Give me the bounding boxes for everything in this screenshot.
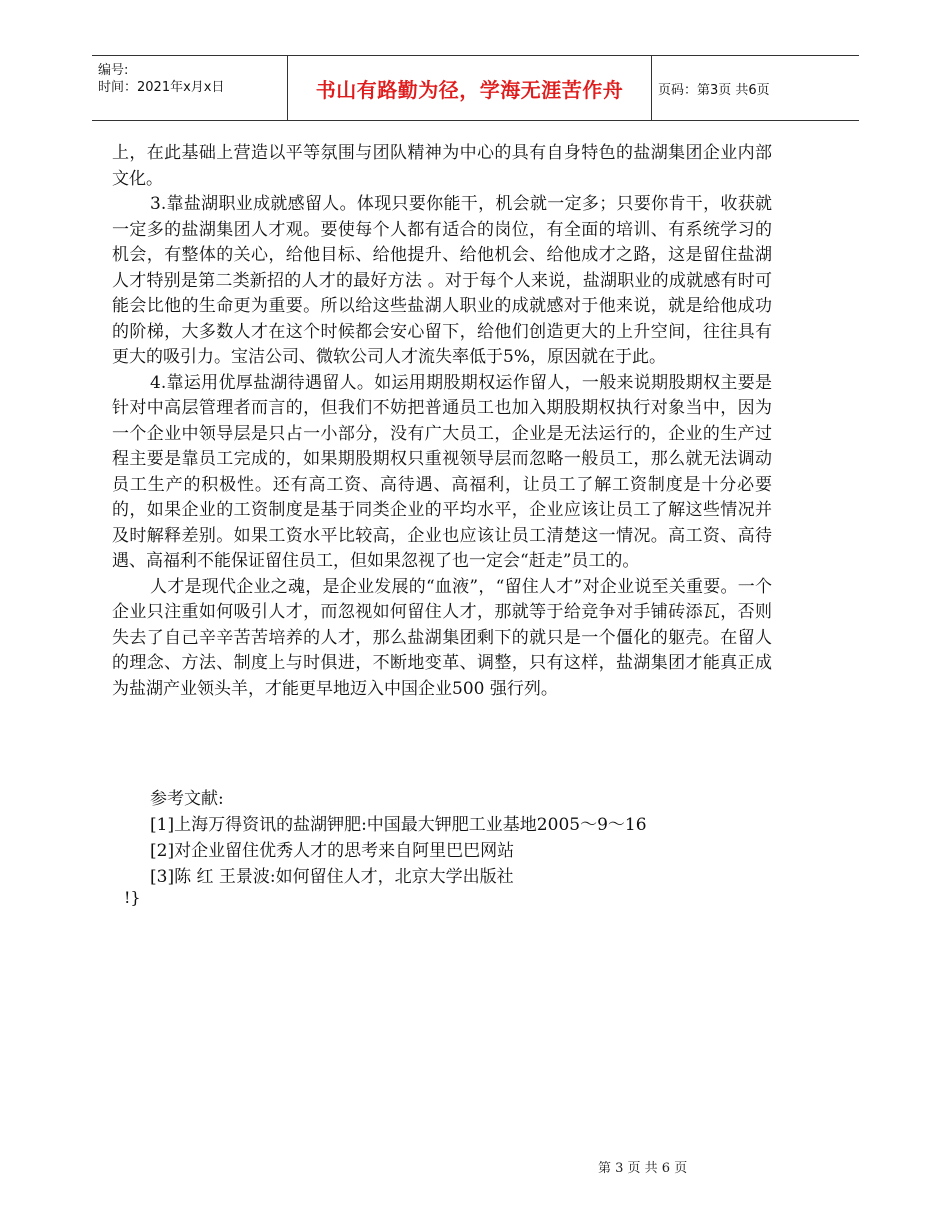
page-footer: 第 3 页 共 6 页 (598, 1161, 688, 1176)
tail-text: !} (124, 888, 141, 907)
paragraph-continued: 上，在此基础上营造以平等氛围与团队精神为中心的具有自身特色的盐湖集团企业内部文化。 (112, 143, 772, 189)
header-date-label: 时间：2021年x月x日 (98, 80, 225, 95)
paragraph-benefits: 4.靠运用优厚盐湖待遇留人。如运用期股期权运作留人，一般来说期股期权主要是针对中高层管理者而言的，但我们不妨把普通员工也加入期股期权执行对象当中，因为一个企业中领导层是只占一小部分，没有广大员工，企业是无法运行的，企业的生产过程主要是靠员工完成的，如果期股期权只重视领导层而忽略一般员工，那么就无法调动员工生产的积极性。还有高工资、高待遇、高福利，让员工了解工资制度是十分必要的，如果企业的工资制度是基于同类企业的平均水平，企业应该让员工了解这些情况并及时解释差别。如果工资水平比较高，企业也应该让员工清楚这一情况。高工资、高待遇、高福利不能保证留住员工，但如果忽视了也一定会“赶走”员工的。 (112, 372, 772, 571)
reference-item-2: [2]对企业留住优秀人才的思考来自阿里巴巴网站 (150, 841, 515, 861)
header-motto: 书山有路勤为径，学海无涯苦作舟 (287, 56, 652, 120)
header-page-info: 页码：第3页 共6页 (658, 82, 770, 98)
header-code-label: 编号: (98, 63, 129, 78)
references-title: 参考文献: (150, 789, 224, 809)
header-meta (98, 62, 224, 96)
page-header (92, 55, 859, 121)
references-section (150, 786, 790, 890)
paragraph-conclusion: 人才是现代企业之魂，是企业发展的“血液”，“留住人才”对企业说至关重要。一个企业只注重如何吸引人才，而忽视如何留住人才，那就等于给竞争对手铺砖添瓦，否则失去了自己辛辛苦苦培养的人才，那么盐湖集团剩下的就只是一个僵化的躯壳。在留人的理念、方法、制度上与时俱进，不断地变革、调整，只有这样，盐湖集团才能真正成为盐湖产业领头羊，才能更早地迈入中国企业500 强行列。 (112, 576, 772, 699)
reference-item-1: [1]上海万得资讯的盐湖钾肥:中国最大钾肥工业基地2005～9～16 (150, 815, 647, 835)
paragraph-career-achievement: 3.靠盐湖职业成就感留人。体现只要你能干，机会就一定多；只要你肯干，收获就一定多的盐湖集团人才观。要使每个人都有适合的岗位，有全面的培训、有系统学习的机会，有整体的关心，给他目标、给他提升、给他机会、给他成才之路，这是留住盐湖人才特别是第二类新招的人才的最好方法 。对于每个人来说，盐湖职业的成就感有时可能会比他的生命更为重要。所以给这些盐湖人职业的成就感对于他来说，就是给他成功的阶梯，大多数人才在这个时候都会安心留下，给他们创造更大的上升空间，往往具有更大的吸引力。宝洁公司、微软公司人才流失率低于5%，原因就在于此。 (112, 194, 772, 367)
reference-item-3: [3]陈 红 王景波:如何留住人才，北京大学出版社 (150, 867, 514, 887)
body-text (112, 141, 772, 702)
